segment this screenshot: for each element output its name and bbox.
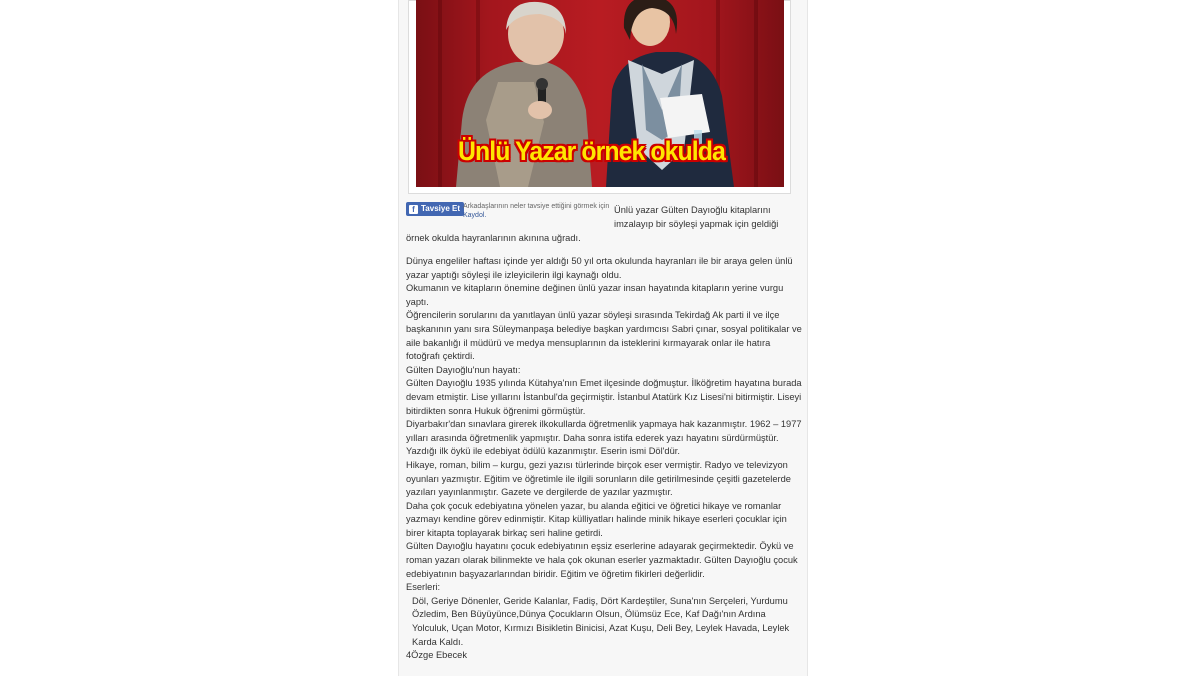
photo-caption: Ünlü Yazar örnek okulda (458, 136, 725, 166)
paragraph: Hikaye, roman, bilim – kurgu, gezi yazısı türlerinde birçok eser vermiştir. Radyo ve televizyon oyunları yazmıştır. Eğitim ve öğretimle ile ilgili sorunların dile getirilmesinde çeşitli gazetelerde yazıları yayınlanmıştır. Gazete ve dergilerde de yazılar yazmıştır. (406, 459, 791, 498)
article-lead: Ünlü yazar Gülten Dayıoğlu kitaplarını imzalayıp bir söyleşi yapmak için geldiği (614, 205, 779, 229)
signup-link[interactable]: Kaydol. (463, 212, 487, 219)
paragraph: Okumanın ve kitapların önemine değinen ünlü yazar insan hayatında kitapların yerine vurgu yaptı. (406, 283, 784, 307)
paragraph: Gülten Dayıoğlu hayatını çocuk edebiyatının eşsiz eserlerine adayarak geçirmektedir. Öykü ve roman yazarı olarak bilinmekte ve hala çok okunan eserler yazmaktadır. Gülten Dayıoğlu çocuk edebiyatının başyazarlarından biridir. Eğitim ve öğretim fikirleri değerlidir. (406, 541, 798, 579)
social-context-text: Arkadaşlarının neler tavsiye ettiğini görmek için (463, 203, 610, 210)
article-lead-continuation: örnek okulda hayranlarının akınına uğradı. (406, 233, 581, 243)
facebook-social-text (463, 202, 613, 220)
article-photo (416, 0, 784, 187)
recommend-label: Tavsiye Et (421, 204, 460, 213)
works-list: Döl, Geriye Dönenler, Geride Kalanlar, Fadiş, Dört Kardeştiler, Suna'nın Serçeleri, Yurdumu Özledim, Ben Büyüyünce,Dünya Çocukların Olsun, Ölümsüz Ece, Kaf Dağı'nın Ardına Yolculuk, Uçan Motor, Kırmızı Bisikletin Binicisi, Azat Kuşu, Deli Bey, Leylek Havada, Leylek Karda Kaldı. (412, 595, 790, 647)
paragraph: Gülten Dayıoğlu 1935 yılında Kütahya'nın Emet ilçesinde doğmuştur. İlköğretim hayatına burada devam etmiştir. Lise yıllarını İstanbul'da geçirmiştir. İstanbul Atatürk Kız Lisesi'ni bitirmiştir. Liseyi bitirdikten sonra Hukuk öğrenimi görmüştür. (406, 378, 802, 416)
biography-heading: Gülten Dayıoğlu'nun hayatı: (406, 364, 521, 375)
facebook-recommend-button[interactable] (406, 202, 464, 216)
paragraph: Öğrencilerin sorularını da yanıtlayan ünlü yazar söyleşi sırasında Tekirdağ Ak parti il ve ilçe başkanının yanı sıra Süleymanpaşa belediye başkan yardımcısı Sabri çınar, sosyal politikalar ve aile bakanlığı il müdürü ve medya mensuplarının da isteklerini kırmayarak onlar ile hatıra fotoğrafı çektirdi. (406, 310, 802, 362)
paragraph: Dünya engeliler haftası içinde yer aldığı 50 yıl orta okulunda hayranları ile bir araya gelen ünlü yazar yaptığı söyleşi ile izleyicilerin ilgi kaynağı oldu. (406, 256, 793, 280)
facebook-icon: f (409, 205, 418, 214)
paragraph: Daha çok çocuk edebiyatına yönelen yazar, bu alanda eğitici ve öğretici hikaye ve romanlar yazmayı kendine görev edinmiştir. Kitap külliyatları halinde minik hikaye eserleri çocuklar için birer kitapta toplayarak birkaç seri haline getirdi. (406, 500, 787, 538)
works-heading: Eserleri: (406, 582, 441, 593)
article-body (406, 255, 802, 663)
author-signature: 4Özge Ebecek (406, 650, 467, 661)
paragraph: Diyarbakır'dan sınavlara girerek ilkokullarda öğretmenlik yapmaya hak kazanmıştır. 1962 – 1977 yılları arasında öğretmenlik yapmıştır. Daha sonra istifa ederek yazı hayatını sürdürmüştür. Yazdığı ilk öykü ile edebiyat ödülü kazanmıştır. Eserin ismi Döl'dür. (406, 419, 802, 457)
